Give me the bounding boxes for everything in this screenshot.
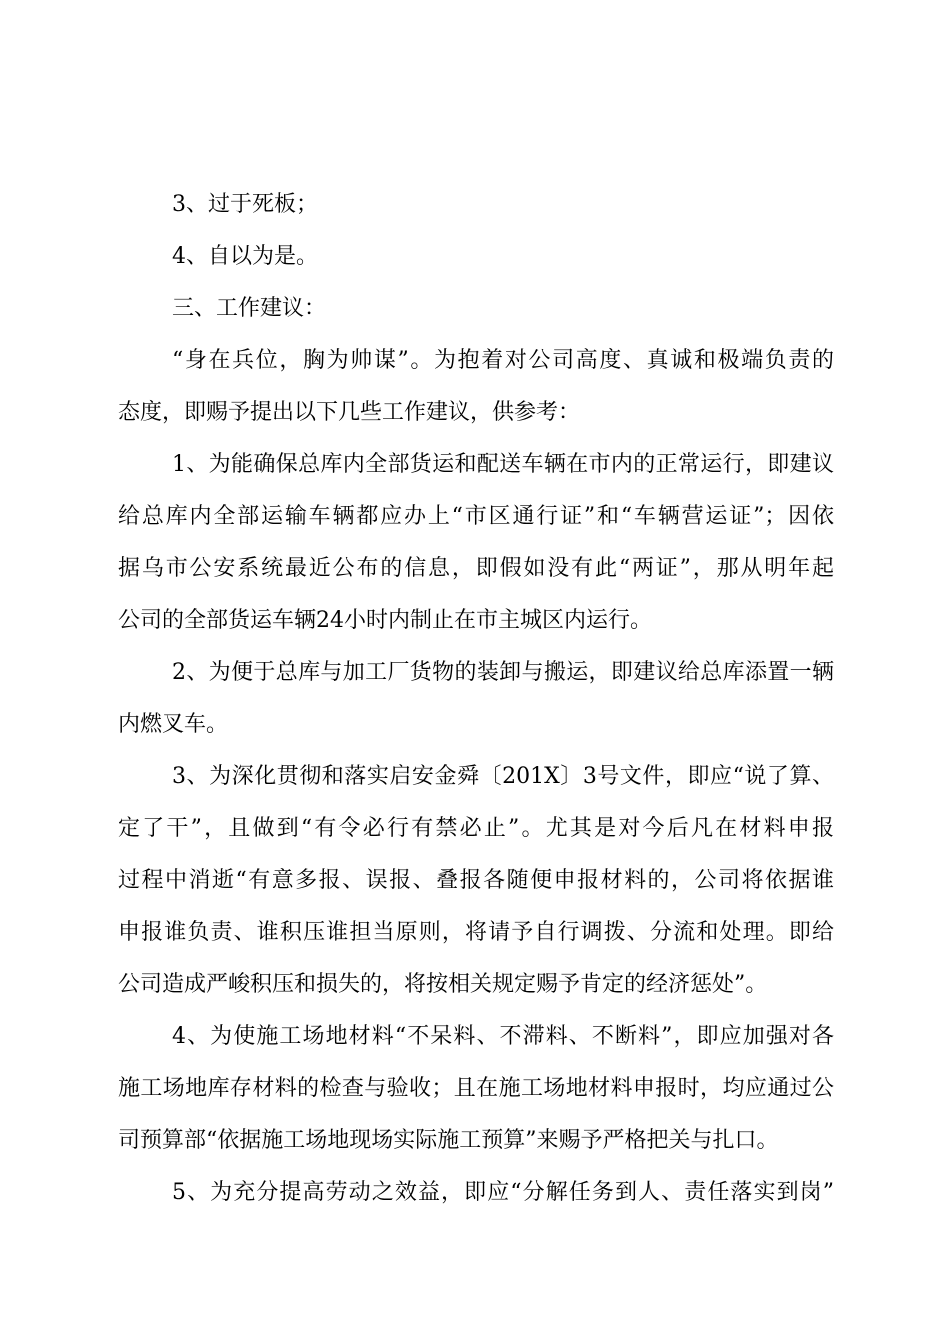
suggestion-4-line-1: 4、为使施工场地材料“不呆料、不滞料、不断料”，即应加强对各 [172,1024,834,1049]
suggestion-3-line-1: 3、为深化贯彻和落实启安金舜〔201X〕3号文件，即应“说了算、 [172,764,834,789]
paragraph-intro-line-2: 态度，即赐予提出以下几些工作建议，供参考： [118,400,581,425]
suggestion-3-line-4: 申报谁负责、谁积压谁担当原则，将请予自行调拨、分流和处理。即给 [118,920,834,945]
suggestion-1-line-3: 据乌市公安系统最近公布的信息，即假如没有此“两证”，那从明年起 [118,556,834,581]
suggestion-2-line-2: 内燃叉车。 [118,712,229,737]
paragraph-intro-line-1: “身在兵位，胸为帅谋”。为抱着对公司高度、真诚和极端负责的 [172,348,834,373]
suggestion-5-line-1: 5、为充分提高劳动之效益，即应“分解任务到人、责任落实到岗” [172,1180,834,1205]
suggestion-3-line-2: 定了干”，且做到“有令必行有禁必止”。尤其是对今后凡在材料申报 [118,816,834,841]
list-item-4: 4、自以为是。 [172,244,318,269]
suggestion-1-line-4: 公司的全部货运车辆24小时内制止在市主城区内运行。 [118,608,652,633]
document-body [118,186,834,1226]
suggestion-3-line-3: 过程中消逝“有意多报、误报、叠报各随便申报材料的，公司将依据谁 [118,868,834,893]
suggestion-2-line-1: 2、为便于总库与加工厂货物的装卸与搬运，即建议给总库添置一辆 [172,660,834,685]
list-item-3: 3、过于死板； [172,192,318,217]
suggestion-1-line-2: 给总库内全部运输车辆都应办上“市区通行证”和“车辆营运证”；因依 [118,504,834,529]
section-heading: 三、工作建议： [172,296,327,321]
suggestion-3-line-5: 公司造成严峻积压和损失的，将按相关规定赐予肯定的经济惩处”。 [118,972,768,997]
suggestion-4-line-3: 司预算部“依据施工场地现场实际施工预算”来赐予严格把关与扎口。 [118,1128,779,1153]
suggestion-4-line-2: 施工场地库存材料的检查与验收；且在施工场地材料申报时，均应通过公 [118,1076,834,1101]
suggestion-1-line-1: 1、为能确保总库内全部货运和配送车辆在市内的正常运行，即建议 [172,452,834,477]
